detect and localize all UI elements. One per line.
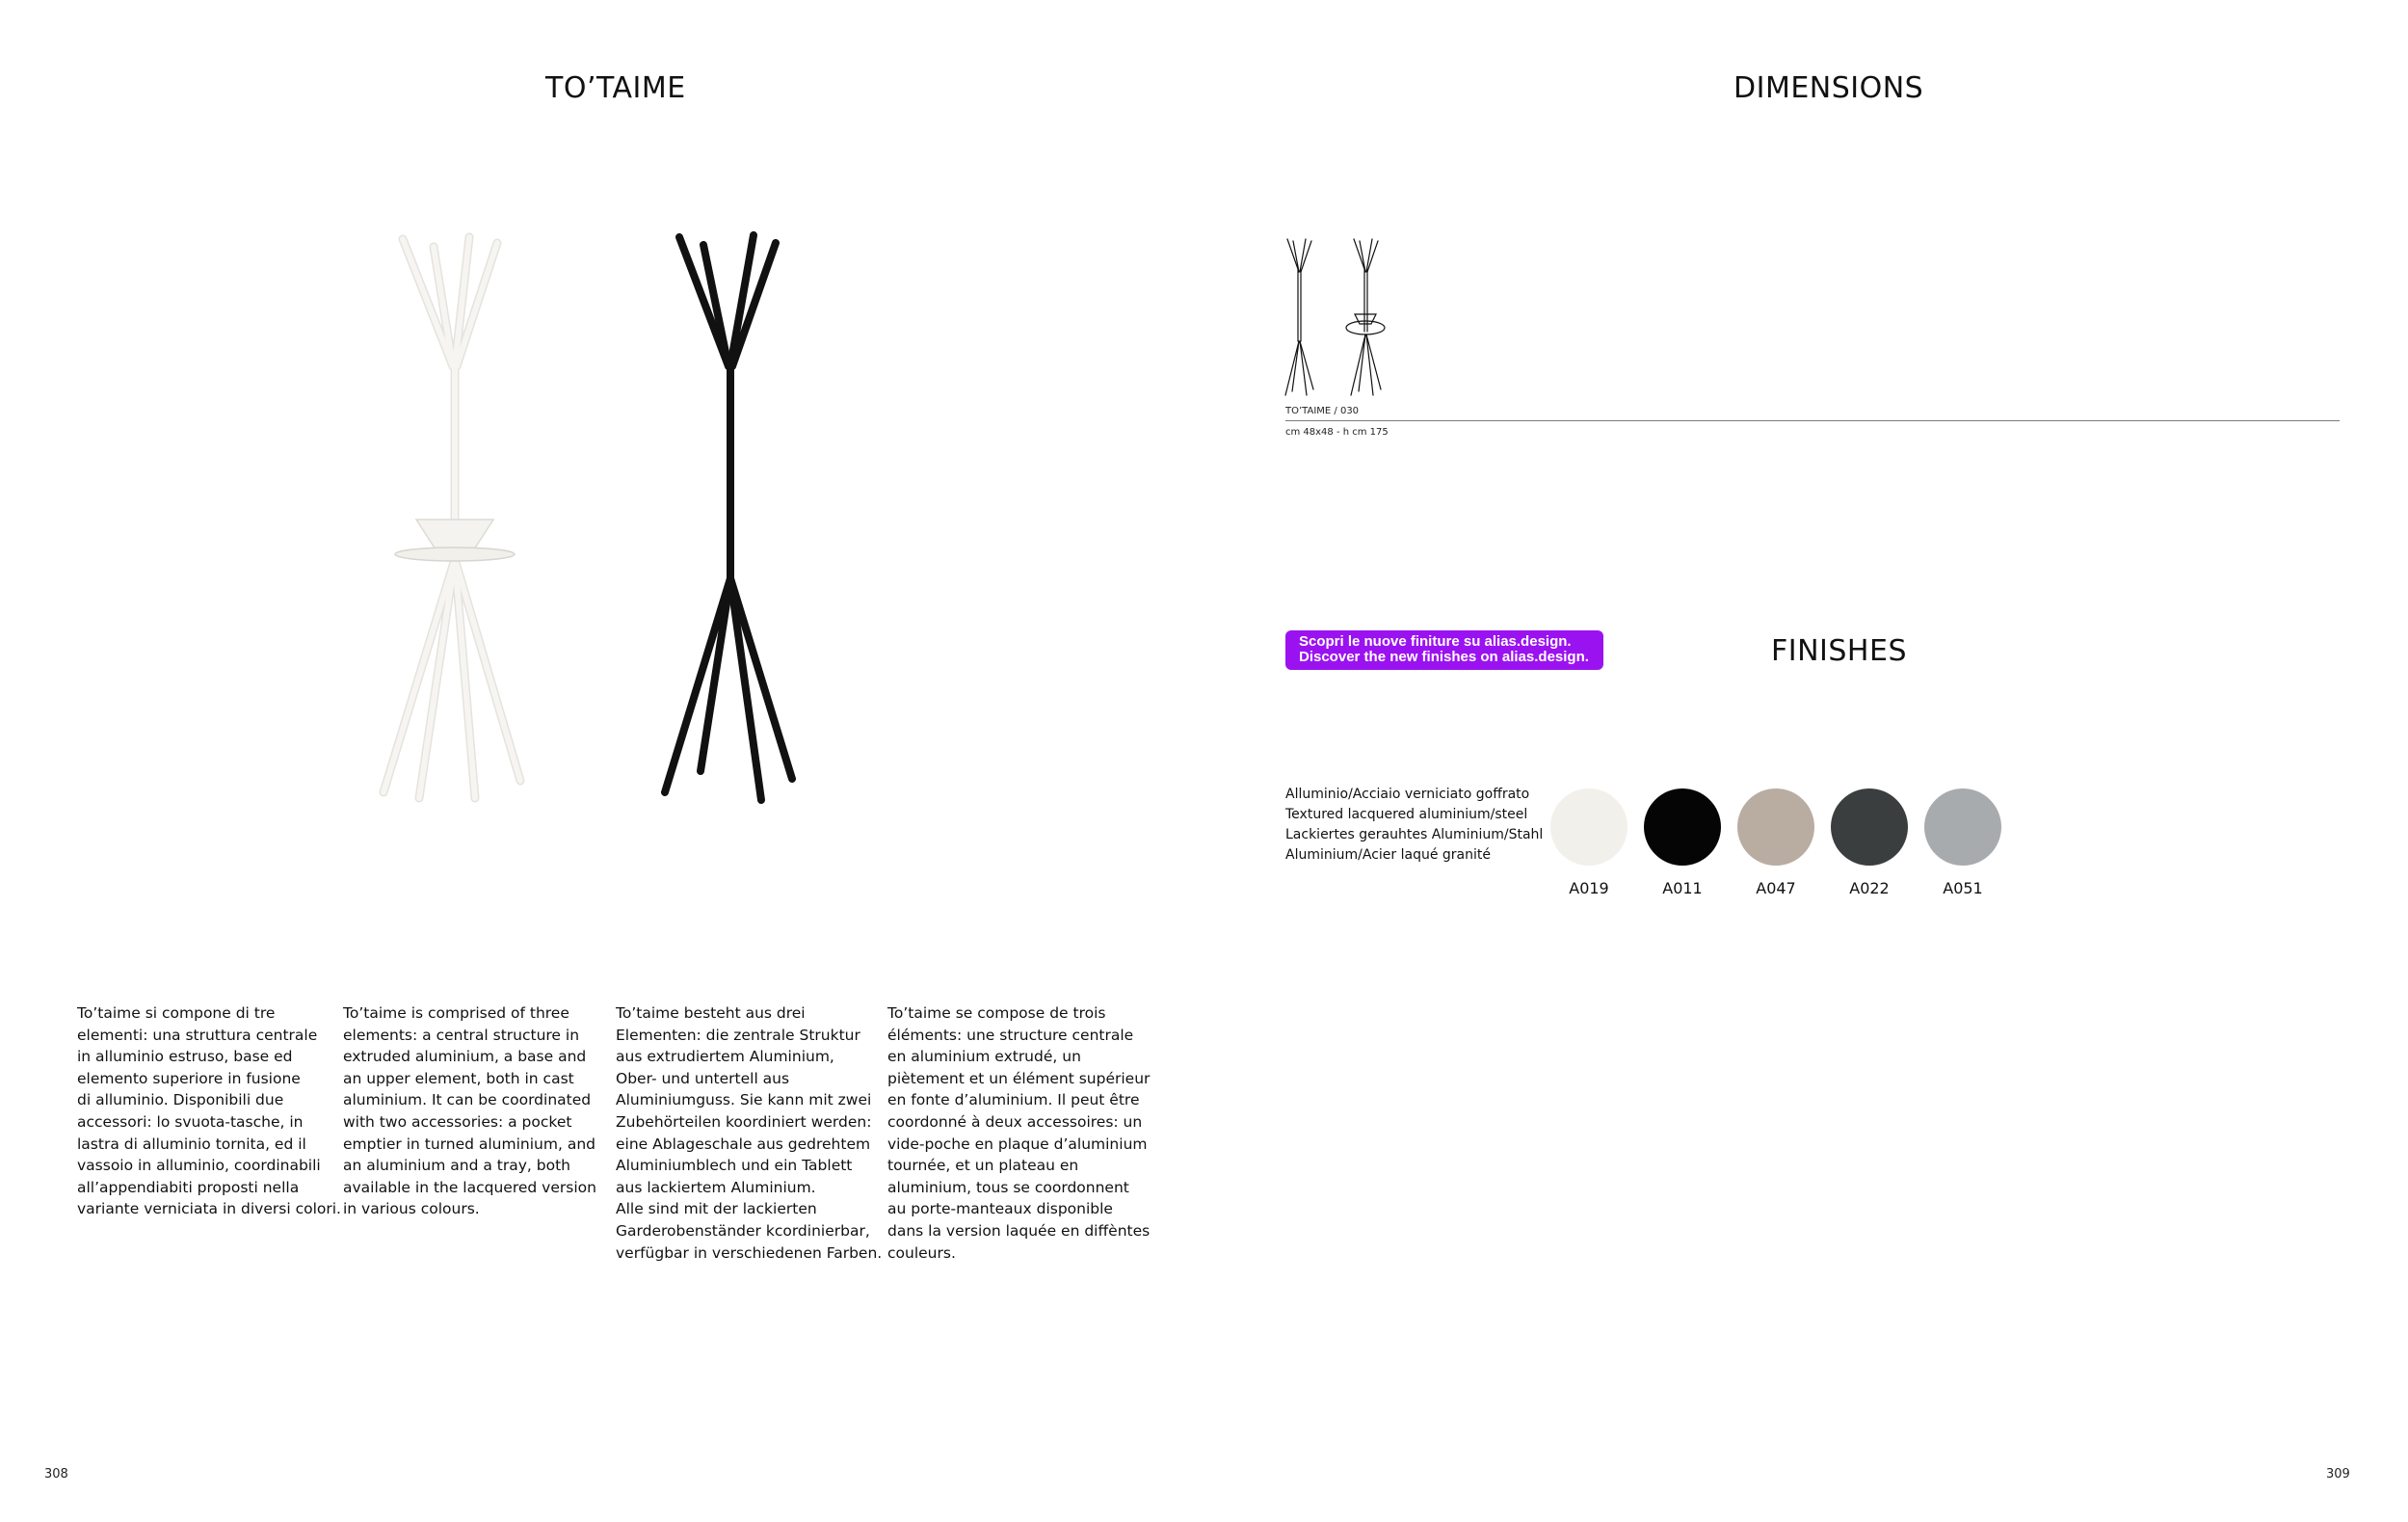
finish-description: Alluminio/Acciaio verniciato goffrato Textured lacquered aluminium/steel Lackiertes gerauhtes Aluminium/Stahl Aluminium/Acier laqué granité: [1285, 787, 1544, 863]
page-number-left: 308: [44, 1467, 68, 1482]
dimension-drawing-plain: [1280, 235, 1318, 399]
dimension-drawing-with-tray: [1341, 235, 1389, 399]
promo-line-english: Discover the new finishes on alias.design.: [1299, 649, 1589, 665]
model-code: TO’TAIME / 030: [1285, 406, 1360, 416]
description-italian: To’taime si compone di tre elementi: una struttura centrale in alluminio estruso, base ed elemento superiore in fusione di alluminio. Disponibili due accessori: lo svuota-tasche, in lastra di alluminio tornita, ed il vassoio in alluminio, coordinabili all’appendiabiti proposti nella variante verniciata in diversi colori.: [77, 1004, 341, 1218]
finishes-title: FINISHES: [1771, 634, 1907, 668]
promo-line-italian: Scopri le nuove finiture su alias.design.: [1299, 633, 1572, 650]
product-title: TO’TAIME: [545, 71, 686, 105]
swatch-code-a011: A011: [1662, 879, 1703, 897]
dimensions-title: DIMENSIONS: [1733, 71, 1924, 105]
page-number-right: 309: [2326, 1467, 2350, 1482]
swatch-code-a051: A051: [1943, 879, 1983, 897]
description-english: To’taime is comprised of three elements: a central structure in extruded aluminium, a base and an upper element, both in cast aluminium. It can be coordinated with two accessories: a pocket emptier in turned aluminium, and an aluminium and a tray, both available in the lacquered version in various colours.: [343, 1004, 596, 1218]
swatch-a011: [1644, 788, 1721, 866]
swatch-code-a019: A019: [1569, 879, 1609, 897]
finishes-promo-banner[interactable]: [1285, 630, 1603, 670]
dimensions-divider: [1285, 420, 2340, 421]
description-german: To’taime besteht aus drei Elementen: die zentrale Struktur aus extrudiertem Aluminium, Ober- und untertell aus Aluminiumguss. Sie kann mit zwei Zubehörteilen koordiniert werden: eine Ablageschale aus gedrehtem Aluminiumblech und ein Tablett aus lackiertem Aluminium. Alle sind mit der lackierten Garderobenständer kcordinierbar, verfügbar in verschiedenen Farben.: [616, 1004, 883, 1262]
swatch-a047: [1737, 788, 1814, 866]
model-size: cm 48x48 - h cm 175: [1285, 427, 1389, 438]
description-french: To’taime se compose de trois éléments: une structure centrale en aluminium extrudé, un piètement et un élément supérieur en fonte d’aluminium. Il peut être coordonné à deux accessoires: un vide-poche en plaque d’aluminium tournée, et un plateau en aluminium, tous se coordonnent au porte-manteaux disponible dans la version laquée en diffèntes couleurs.: [887, 1004, 1151, 1262]
swatch-a019: [1550, 788, 1627, 866]
swatch-a051: [1924, 788, 2001, 866]
swatch-a022: [1831, 788, 1908, 866]
swatch-code-a047: A047: [1756, 879, 1796, 897]
black-coat-stand-image: [646, 222, 819, 810]
swatch-code-a022: A022: [1849, 879, 1890, 897]
white-coat-stand-image: [366, 222, 540, 810]
